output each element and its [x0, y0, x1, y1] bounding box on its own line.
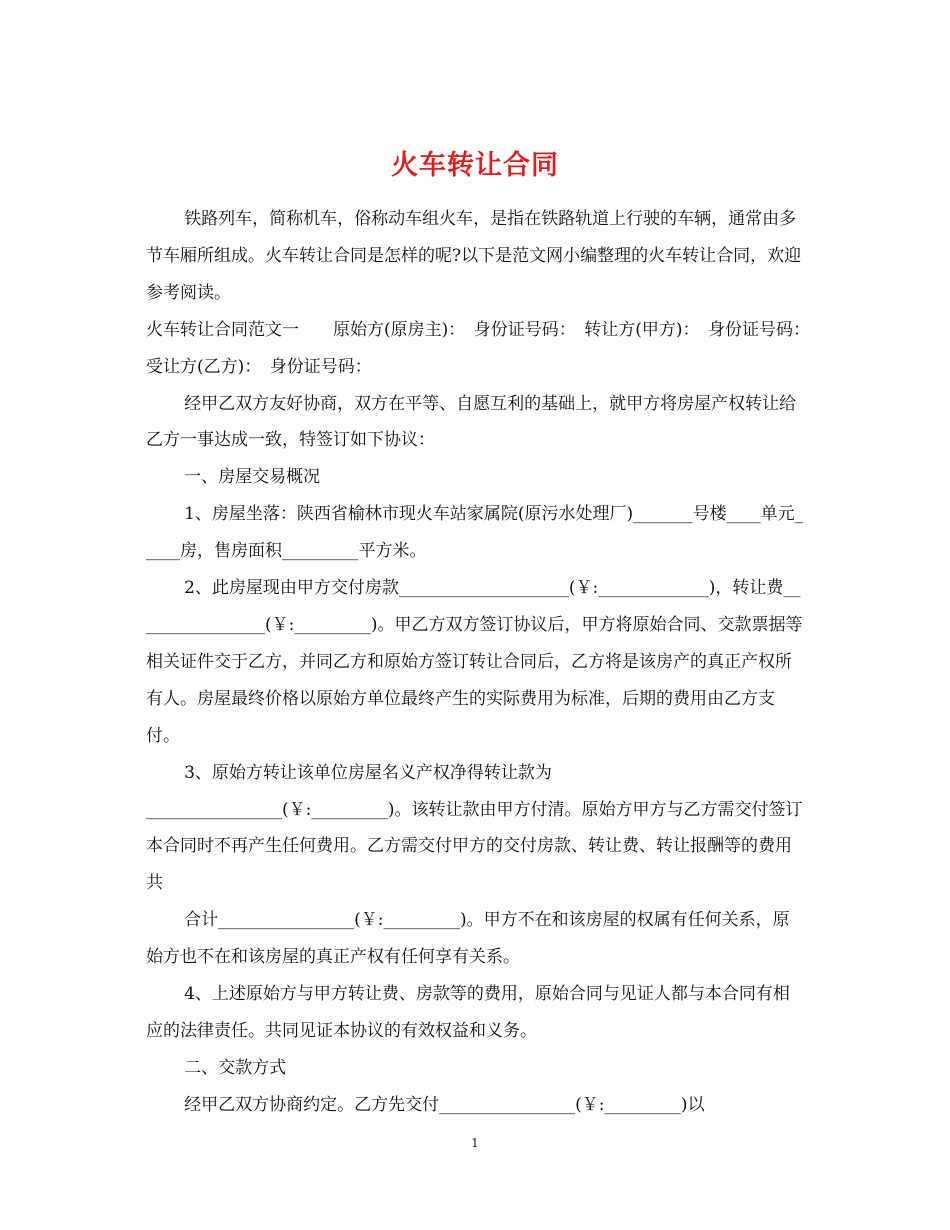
paragraph-parties: 火车转让合同范文一 原始方(原房主)： 身份证号码： 转让方(甲方)： 身份证号码： 受让方(乙方)： 身份证号码：	[146, 319, 819, 377]
clause-3-total: 合计________________(￥:_________)。甲方不在和该房屋的权属有任何关系，原始方也不在和该房屋的真正产权有任何享有关系。	[146, 910, 790, 968]
paragraph-agreement: 经甲乙双方友好协商，双方在平等、自愿互利的基础上，就甲方将房屋产权转让给乙方一事达成一致，特签订如下协议：	[146, 393, 797, 451]
section-heading-overview: 一、房屋交易概况	[184, 467, 321, 488]
clause-2-payment: 2、此房屋现由甲方交付房款____________________(￥:_____________)，转让费________________(￥:_________)。甲乙方双方签订协议后，甲方将原始合同、交款票据等相关证件交于乙方，并同乙方和原始方签订转让合同后，乙方将是该房产的真正产权所有人。房屋最终价格以原始方单位最终产生的实际费用为标准，后期的费用由乙方支付。	[146, 578, 803, 746]
page-number: 1	[471, 1136, 479, 1150]
clause-4-liability: 4、上述原始方与甲方转让费、房款等的费用，原始合同与见证人都与本合同有相应的法律责任。共同见证本协议的有效权益和义务。	[146, 984, 790, 1041]
clause-3-continued: ________________(￥:_________)。该转让款由甲方付清。原始方甲方与乙方需交付签订本合同时不再产生任何费用。乙方需交付甲方的交付房款、转让费、转让报酬等的费用共	[146, 799, 803, 894]
clause-3-transfer: 3、原始方转让该单位房屋名义产权净得转让款为	[184, 762, 552, 783]
paragraph-intro: 铁路列车，简称机车，俗称动车组火车，是指在铁路轨道上行驶的车辆，通常由多节车厢所组成。火车转让合同是怎样的呢?以下是范文网小编整理的火车转让合同，欢迎参考阅读。	[146, 209, 802, 303]
section-heading-payment: 二、交款方式	[184, 1057, 287, 1078]
paragraph-payment-terms: 经甲乙双方协商约定。乙方先交付________________(￥:_________)以	[184, 1094, 705, 1115]
document-title: 火车转让合同	[391, 150, 559, 182]
document-body	[146, 201, 819, 1124]
clause-1-location: 1、房屋坐落：陕西省榆林市现火车站家属院(原污水处理厂)_______号楼____单元_____房，售房面积_________平方米。	[146, 504, 804, 562]
